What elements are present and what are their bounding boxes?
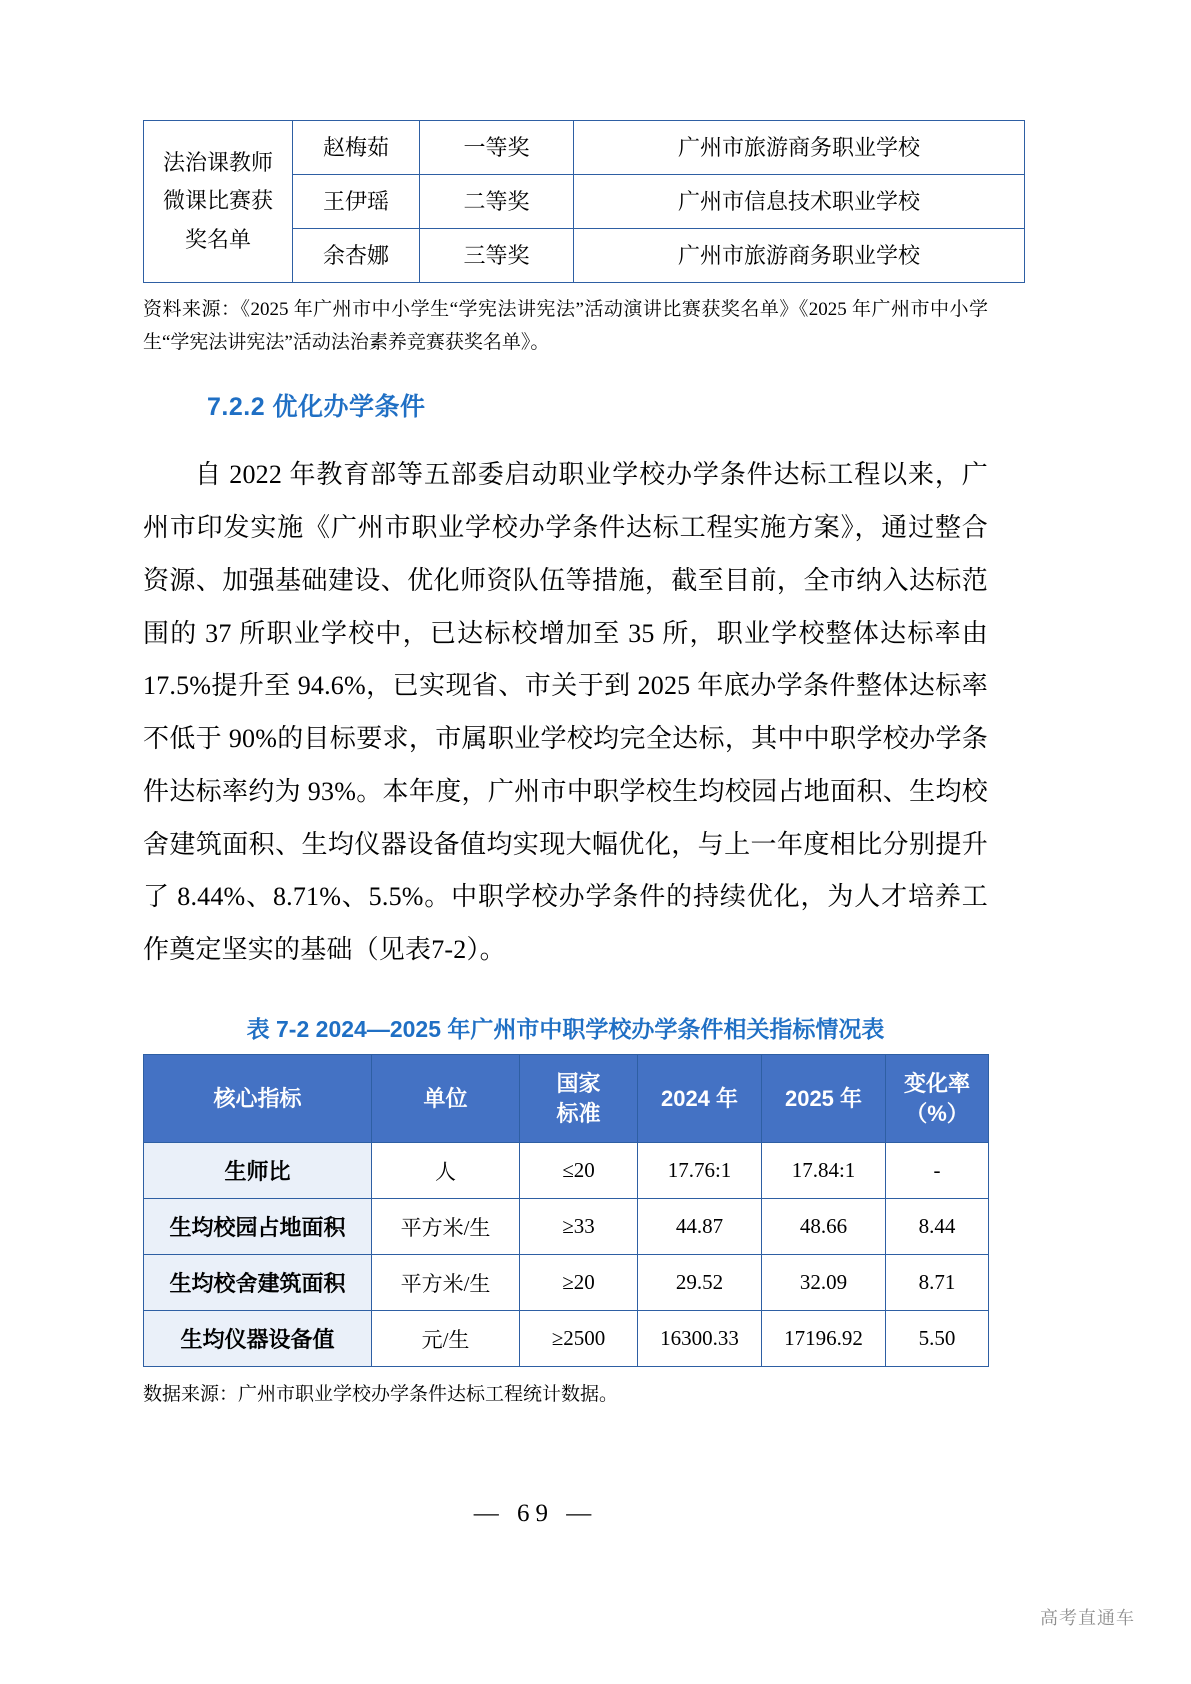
header-year-2025: 2025 年 [762, 1055, 886, 1143]
cell-standard: ≤20 [520, 1143, 638, 1199]
cell-indicator: 生均仪器设备值 [144, 1311, 372, 1367]
cell-change: 8.71 [886, 1255, 989, 1311]
table-row [144, 1255, 989, 1311]
award-prize: 一等奖 [420, 121, 574, 175]
cell-indicator: 生均校园占地面积 [144, 1199, 372, 1255]
cell-2025: 32.09 [762, 1255, 886, 1311]
header-unit: 单位 [372, 1055, 520, 1143]
watermark-text: 高考直通车 [1040, 1608, 1135, 1628]
header-year-2024: 2024 年 [638, 1055, 762, 1143]
table-caption: 表 7-2 2024—2025 年广州市中职学校办学条件相关指标情况表 [246, 1016, 885, 1042]
award-school: 广州市旅游商务职业学校 [574, 229, 1025, 283]
award-name: 余杏娜 [293, 229, 420, 283]
award-school: 广州市旅游商务职业学校 [574, 121, 1025, 175]
award-category-cell [144, 121, 293, 283]
cell-change: 5.50 [886, 1311, 989, 1367]
cell-unit: 平方米/生 [372, 1199, 520, 1255]
cell-unit: 人 [372, 1143, 520, 1199]
cell-standard: ≥2500 [520, 1311, 638, 1367]
award-prize: 三等奖 [420, 229, 574, 283]
award-school: 广州市信息技术职业学校 [574, 175, 1025, 229]
award-category-line-1: 法治课教师 [162, 149, 273, 175]
page-footer [0, 1500, 1191, 1528]
header-standard [520, 1055, 638, 1143]
cell-2024: 29.52 [638, 1255, 762, 1311]
cell-change: 8.44 [886, 1199, 989, 1255]
cell-2024: 16300.33 [638, 1311, 762, 1367]
data-source-note: 数据来源：广州市职业学校办学条件达标工程统计数据。 [143, 1384, 619, 1406]
cell-standard: ≥33 [520, 1199, 638, 1255]
table-header-row [144, 1055, 989, 1143]
award-name: 王伊瑶 [293, 175, 420, 229]
page-content [143, 120, 988, 1406]
cell-standard: ≥20 [520, 1255, 638, 1311]
table-row [144, 121, 1025, 175]
cell-2025: 17196.92 [762, 1311, 886, 1367]
cell-2025: 17.84:1 [762, 1143, 886, 1199]
table-row [144, 1199, 989, 1255]
cell-2025: 48.66 [762, 1199, 886, 1255]
cell-unit: 元/生 [372, 1311, 520, 1367]
body-paragraph: 自 2022 年教育部等五部委启动职业学校办学条件达标工程以来，广州市印发实施《广州市职业学校办学条件达标工程实施方案》，通过整合资源、加强基础建设、优化师资队伍等措施，截至目前，全市纳入达标范围的 37 所职业学校中，已达标校增加至 35 所，职业学校整体达标率由 17.5%提升至 94.6%，已实现省、市关于到 2025 年底办学条件整体达标率不低于 90%的目标要求，市属职业学校均完全达标，其中中职学校办学条件达标率约为 93%。本年度，广州市中职学校生均校园占地面积、生均校舍建筑面积、生均仪器设备值均实现大幅优化，与上一年度相比分别提升了 8.44%、8.71%、5.5%。中职学校办学条件的持续优化，为人才培养工作奠定坚实的基础（见表7-2）。 [143, 460, 988, 965]
page-number: — 69 — [473, 1500, 598, 1527]
header-change-line-1: 变化率 [903, 1071, 970, 1096]
header-indicator: 核心指标 [144, 1055, 372, 1143]
header-change-line-2: （%） [905, 1100, 969, 1126]
table-row [144, 1311, 989, 1367]
award-list-table [143, 120, 1025, 283]
cell-unit: 平方米/生 [372, 1255, 520, 1311]
award-category-line-3: 奖名单 [184, 226, 251, 252]
header-change-rate [886, 1055, 989, 1143]
cell-change: - [886, 1143, 989, 1199]
section-heading: 7.2.2 优化办学条件 [207, 393, 426, 422]
indicator-table [143, 1054, 989, 1367]
cell-indicator: 生师比 [144, 1143, 372, 1199]
award-category-line-2: 微课比赛获 [162, 188, 273, 214]
award-name: 赵梅茹 [293, 121, 420, 175]
table-row [144, 1143, 989, 1199]
header-standard-line-1: 国家 [556, 1071, 601, 1096]
award-prize: 二等奖 [420, 175, 574, 229]
source-note: 资料来源：《2025 年广州市中小学生“学宪法讲宪法”活动演讲比赛获奖名单》《2025 年广州市中小学生“学宪法讲宪法”活动法治素养竞赛获奖名单》。 [143, 299, 988, 353]
cell-indicator: 生均校舍建筑面积 [144, 1255, 372, 1311]
cell-2024: 44.87 [638, 1199, 762, 1255]
cell-2024: 17.76:1 [638, 1143, 762, 1199]
header-standard-line-2: 标准 [556, 1100, 601, 1126]
